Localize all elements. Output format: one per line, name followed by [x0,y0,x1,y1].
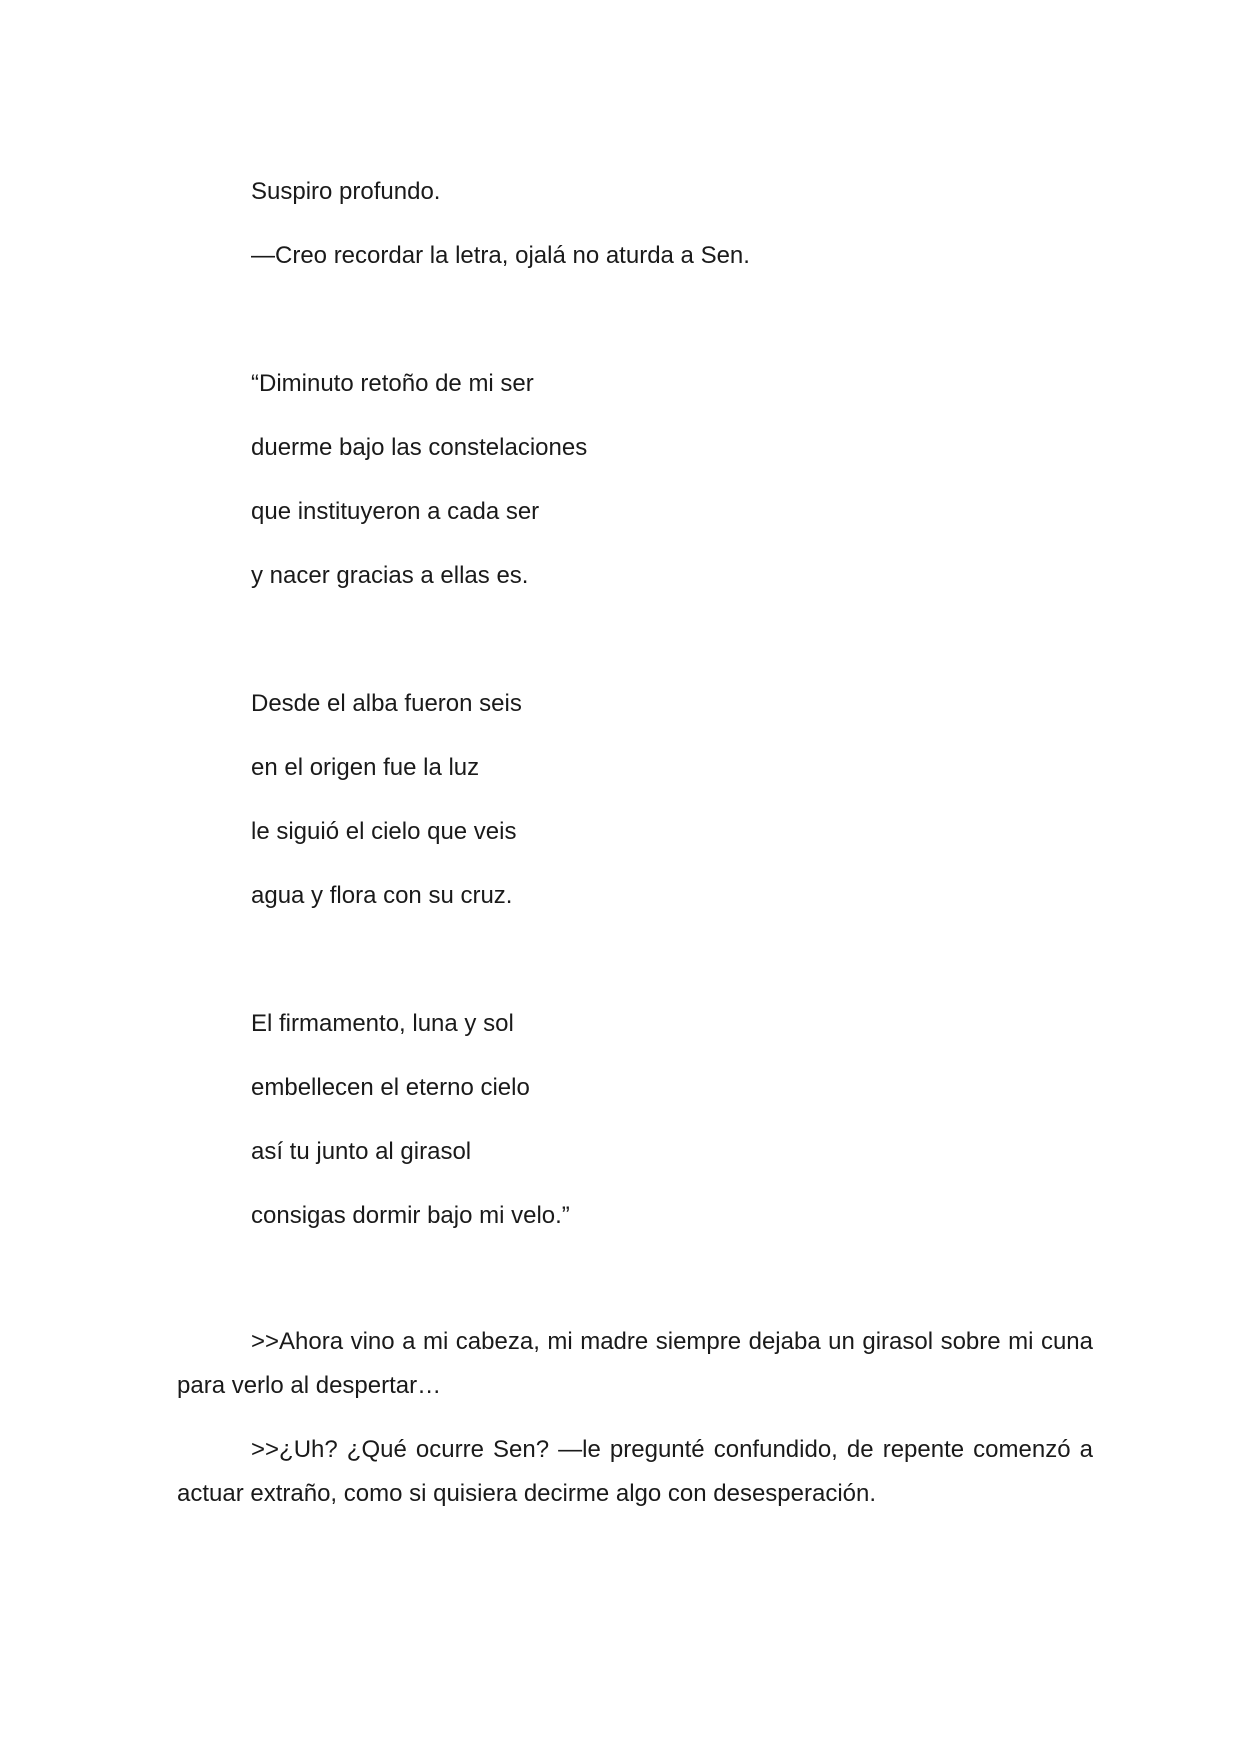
poem-line: le siguió el cielo que veis [251,818,517,845]
poem-line: agua y flora con su cruz. [251,882,513,909]
poem-line: en el origen fue la luz [251,754,480,781]
poem-line: que instituyeron a cada ser [251,498,540,525]
narrative-paragraph: >>Ahora vino a mi cabeza, mi madre siempre dejaba un girasol sobre mi cuna para verlo al despertar… [177,1328,1093,1399]
poem-line: “Diminuto retoño de mi ser [251,370,534,397]
poem-line: duerme bajo las constelaciones [251,434,588,461]
poem-line: y nacer gracias a ellas es. [251,562,529,589]
poem-line: Desde el alba fueron seis [251,690,522,717]
intro-dialogue: —Creo recordar la letra, ojalá no aturda a Sen. [251,242,750,269]
poem-line: El firmamento, luna y sol [251,1010,514,1037]
poem-line: consigas dormir bajo mi velo.” [251,1202,570,1229]
poem-line: embellecen el eterno cielo [251,1074,530,1101]
narrative-paragraph: >>¿Uh? ¿Qué ocurre Sen? —le pregunté confundido, de repente comenzó a actuar extraño, como si quisiera decirme algo con desesperación. [177,1436,1093,1507]
poem-line: así tu junto al girasol [251,1138,472,1165]
intro-sigh: Suspiro profundo. [251,178,441,205]
